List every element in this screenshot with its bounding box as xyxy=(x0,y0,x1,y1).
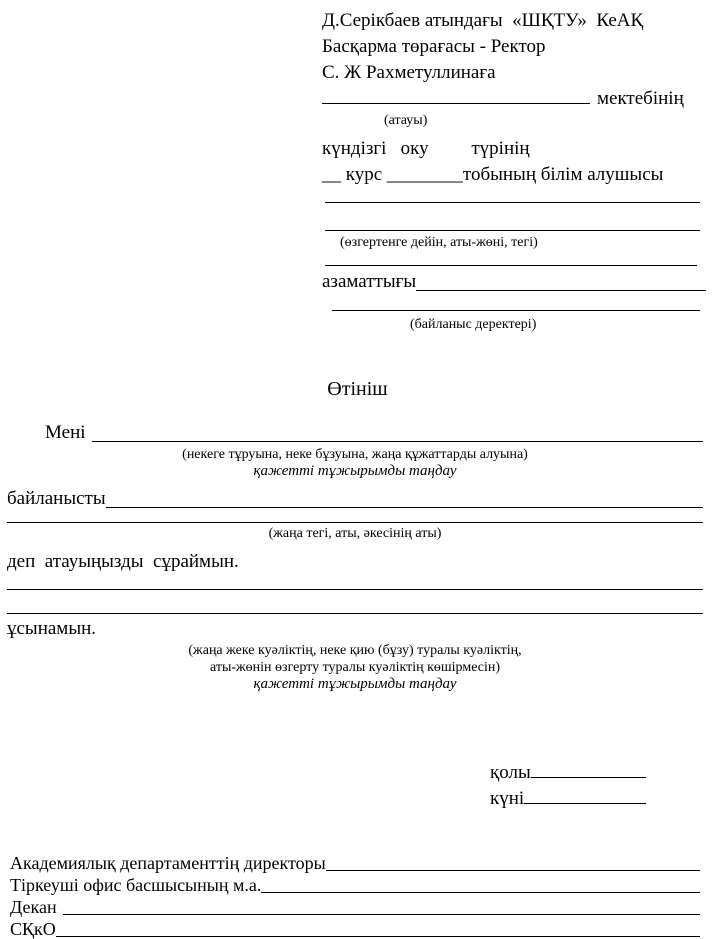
contact-caption: (байланыс деректері) xyxy=(410,317,537,332)
approval-label-registrar: Тіркеуші офис басшысының м.а. xyxy=(10,875,262,895)
approval-row-director xyxy=(10,852,700,874)
rector-name-line: С. Ж Рахметуллинаға xyxy=(322,62,496,83)
rector-title-line: Басқарма төрағасы - Ректор xyxy=(322,36,546,57)
request-line: деп атауыңызды сұраймын. xyxy=(7,551,239,572)
signature-blank xyxy=(531,777,646,778)
study-form-line: күндізгі оку түрінің xyxy=(322,138,530,159)
addressee-block xyxy=(322,8,706,333)
citizenship-rule xyxy=(325,265,697,266)
approval-blank-skko xyxy=(56,936,700,937)
approval-block xyxy=(10,852,700,939)
choose-hint-2: қажетті тұжырымды таңдау xyxy=(253,676,457,692)
approval-blank-registrar xyxy=(261,892,700,893)
signature-row xyxy=(490,760,646,786)
choose-hint-1: қажетті тұжырымды таңдау xyxy=(253,463,457,479)
approval-blank-director xyxy=(326,870,700,871)
citizenship-blank xyxy=(416,290,706,291)
former-name-caption: (өзгертенге дейін, аты-жөні, тегі) xyxy=(340,235,538,250)
student-name-rule-1 xyxy=(325,202,700,203)
date-label: күні xyxy=(490,788,525,809)
approval-blank-dean xyxy=(63,914,700,915)
school-name-row xyxy=(322,86,706,112)
attachment-rule-2 xyxy=(7,613,703,614)
school-name-blank xyxy=(322,103,590,104)
approval-row-skko xyxy=(10,918,700,939)
reason-caption: (некеге тұруына, неке бұзуына, жаңа құжаттарды алуына) xyxy=(182,447,528,462)
meni-label: Мені xyxy=(45,422,86,443)
date-row xyxy=(490,786,646,812)
approval-label-skko: СҚкО xyxy=(10,919,56,939)
new-name-caption: (жаңа тегі, аты, әкесінің аты) xyxy=(268,526,442,541)
date-blank xyxy=(524,803,646,804)
approval-label-dean: Декан xyxy=(10,897,57,917)
citizenship-row xyxy=(322,269,706,295)
contact-rule xyxy=(332,310,700,311)
signature-block xyxy=(490,760,646,812)
attachment-rule-1 xyxy=(7,589,703,590)
school-name-caption: (атауы) xyxy=(384,113,428,128)
attachment-caption-line1: (жаңа жеке куәліктің, неке қию (бұзу) туралы куәліктің, xyxy=(188,643,522,658)
approval-row-registrar xyxy=(10,874,700,896)
bailanysty-blank xyxy=(106,507,703,508)
meni-row xyxy=(7,420,703,446)
signature-label: қолы xyxy=(490,762,531,783)
citizenship-label: азаматтығы xyxy=(322,271,417,292)
new-name-rule xyxy=(7,522,703,523)
university-name-line: Д.Серікбаев атындағы «ШҚТУ» КеАҚ xyxy=(322,10,644,31)
application-body xyxy=(7,420,703,693)
course-group-line: __ курс ________тобының білім алушысы xyxy=(322,164,664,185)
usynamyn-label: ұсынамын. xyxy=(7,618,97,639)
attachment-caption-line2: аты-жөнін өзгерту туралы куәліктің көшірмесін) xyxy=(209,660,501,675)
student-name-rule-2 xyxy=(325,230,700,231)
approval-row-dean xyxy=(10,896,700,918)
bailanysty-label: байланысты xyxy=(7,488,106,509)
meni-blank xyxy=(92,441,703,442)
approval-label-director: Академиялық департаменттің директоры xyxy=(10,853,326,873)
school-suffix-label: мектебінің xyxy=(597,88,684,109)
bailanysty-row xyxy=(7,486,703,512)
form-title: Өтініш xyxy=(327,378,388,400)
